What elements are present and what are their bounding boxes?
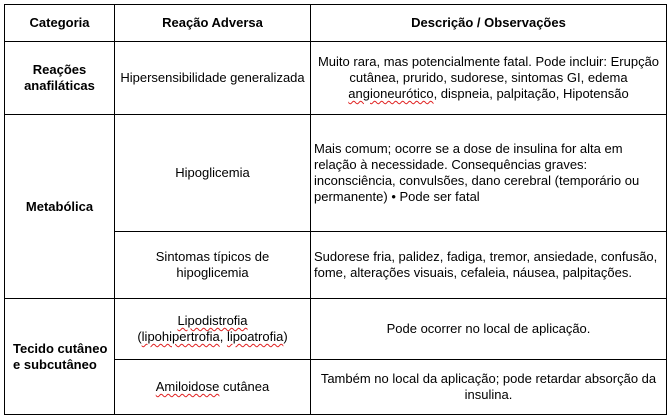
category-cell: Tecido cutâneo e subcutâneo <box>5 299 115 415</box>
reaction-misspelled-word: Amiloidose <box>155 379 220 394</box>
reaction-misspelled-word: Lipodistrofia <box>177 313 248 328</box>
table-row <box>5 42 667 115</box>
reaction-text: , <box>219 329 227 344</box>
reaction-text: ) <box>283 329 288 344</box>
description-cell: Também no local da aplicação; pode retardar absorção da insulina. <box>311 360 667 415</box>
description-cell <box>311 42 667 115</box>
table-row <box>5 299 667 360</box>
table-header-row <box>5 5 667 42</box>
reaction-misspelled-word: lipoatrofia <box>226 329 284 344</box>
description-cell: Mais comum; ocorre se a dose de insulina for alta em relação à necessidade. Consequências graves: inconsciência, convulsões, dano cerebral (temporário ou permanente) • Pode ser fatal <box>311 115 667 232</box>
description-misspelled-word: angioneurótico <box>348 86 434 101</box>
header-reacao-adversa: Reação Adversa <box>115 5 311 42</box>
reaction-cell: Sintomas típicos de hipoglicemia <box>115 232 311 299</box>
reaction-cell <box>115 299 311 360</box>
reaction-cell <box>115 360 311 415</box>
header-descricao-observacoes: Descrição / Observações <box>311 5 667 42</box>
table-row <box>5 115 667 232</box>
reaction-misspelled-word: lipohipertrofia <box>141 329 220 344</box>
description-cell: Sudorese fria, palidez, fadiga, tremor, ansiedade, confusão, fome, alterações visuais, cefaleia, náusea, palpitações. <box>311 232 667 299</box>
reaction-text: cutânea <box>219 379 270 394</box>
category-cell: Metabólica <box>5 115 115 299</box>
reaction-cell: Hipoglicemia <box>115 115 311 232</box>
reaction-text: ( <box>137 329 142 344</box>
description-cell: Pode ocorrer no local de aplicação. <box>311 299 667 360</box>
adverse-reactions-table <box>4 4 667 415</box>
description-text: , dispneia, palpitação, Hipotensão <box>433 86 629 101</box>
description-text: Muito rara, mas potencialmente fatal. Pode incluir: Erupção cutânea, prurido, sudorese, sintomas GI, edema <box>317 54 660 85</box>
header-categoria: Categoria <box>5 5 115 42</box>
category-cell: Reações anafiláticas <box>5 42 115 115</box>
reaction-cell: Hipersensibilidade generalizada <box>115 42 311 115</box>
